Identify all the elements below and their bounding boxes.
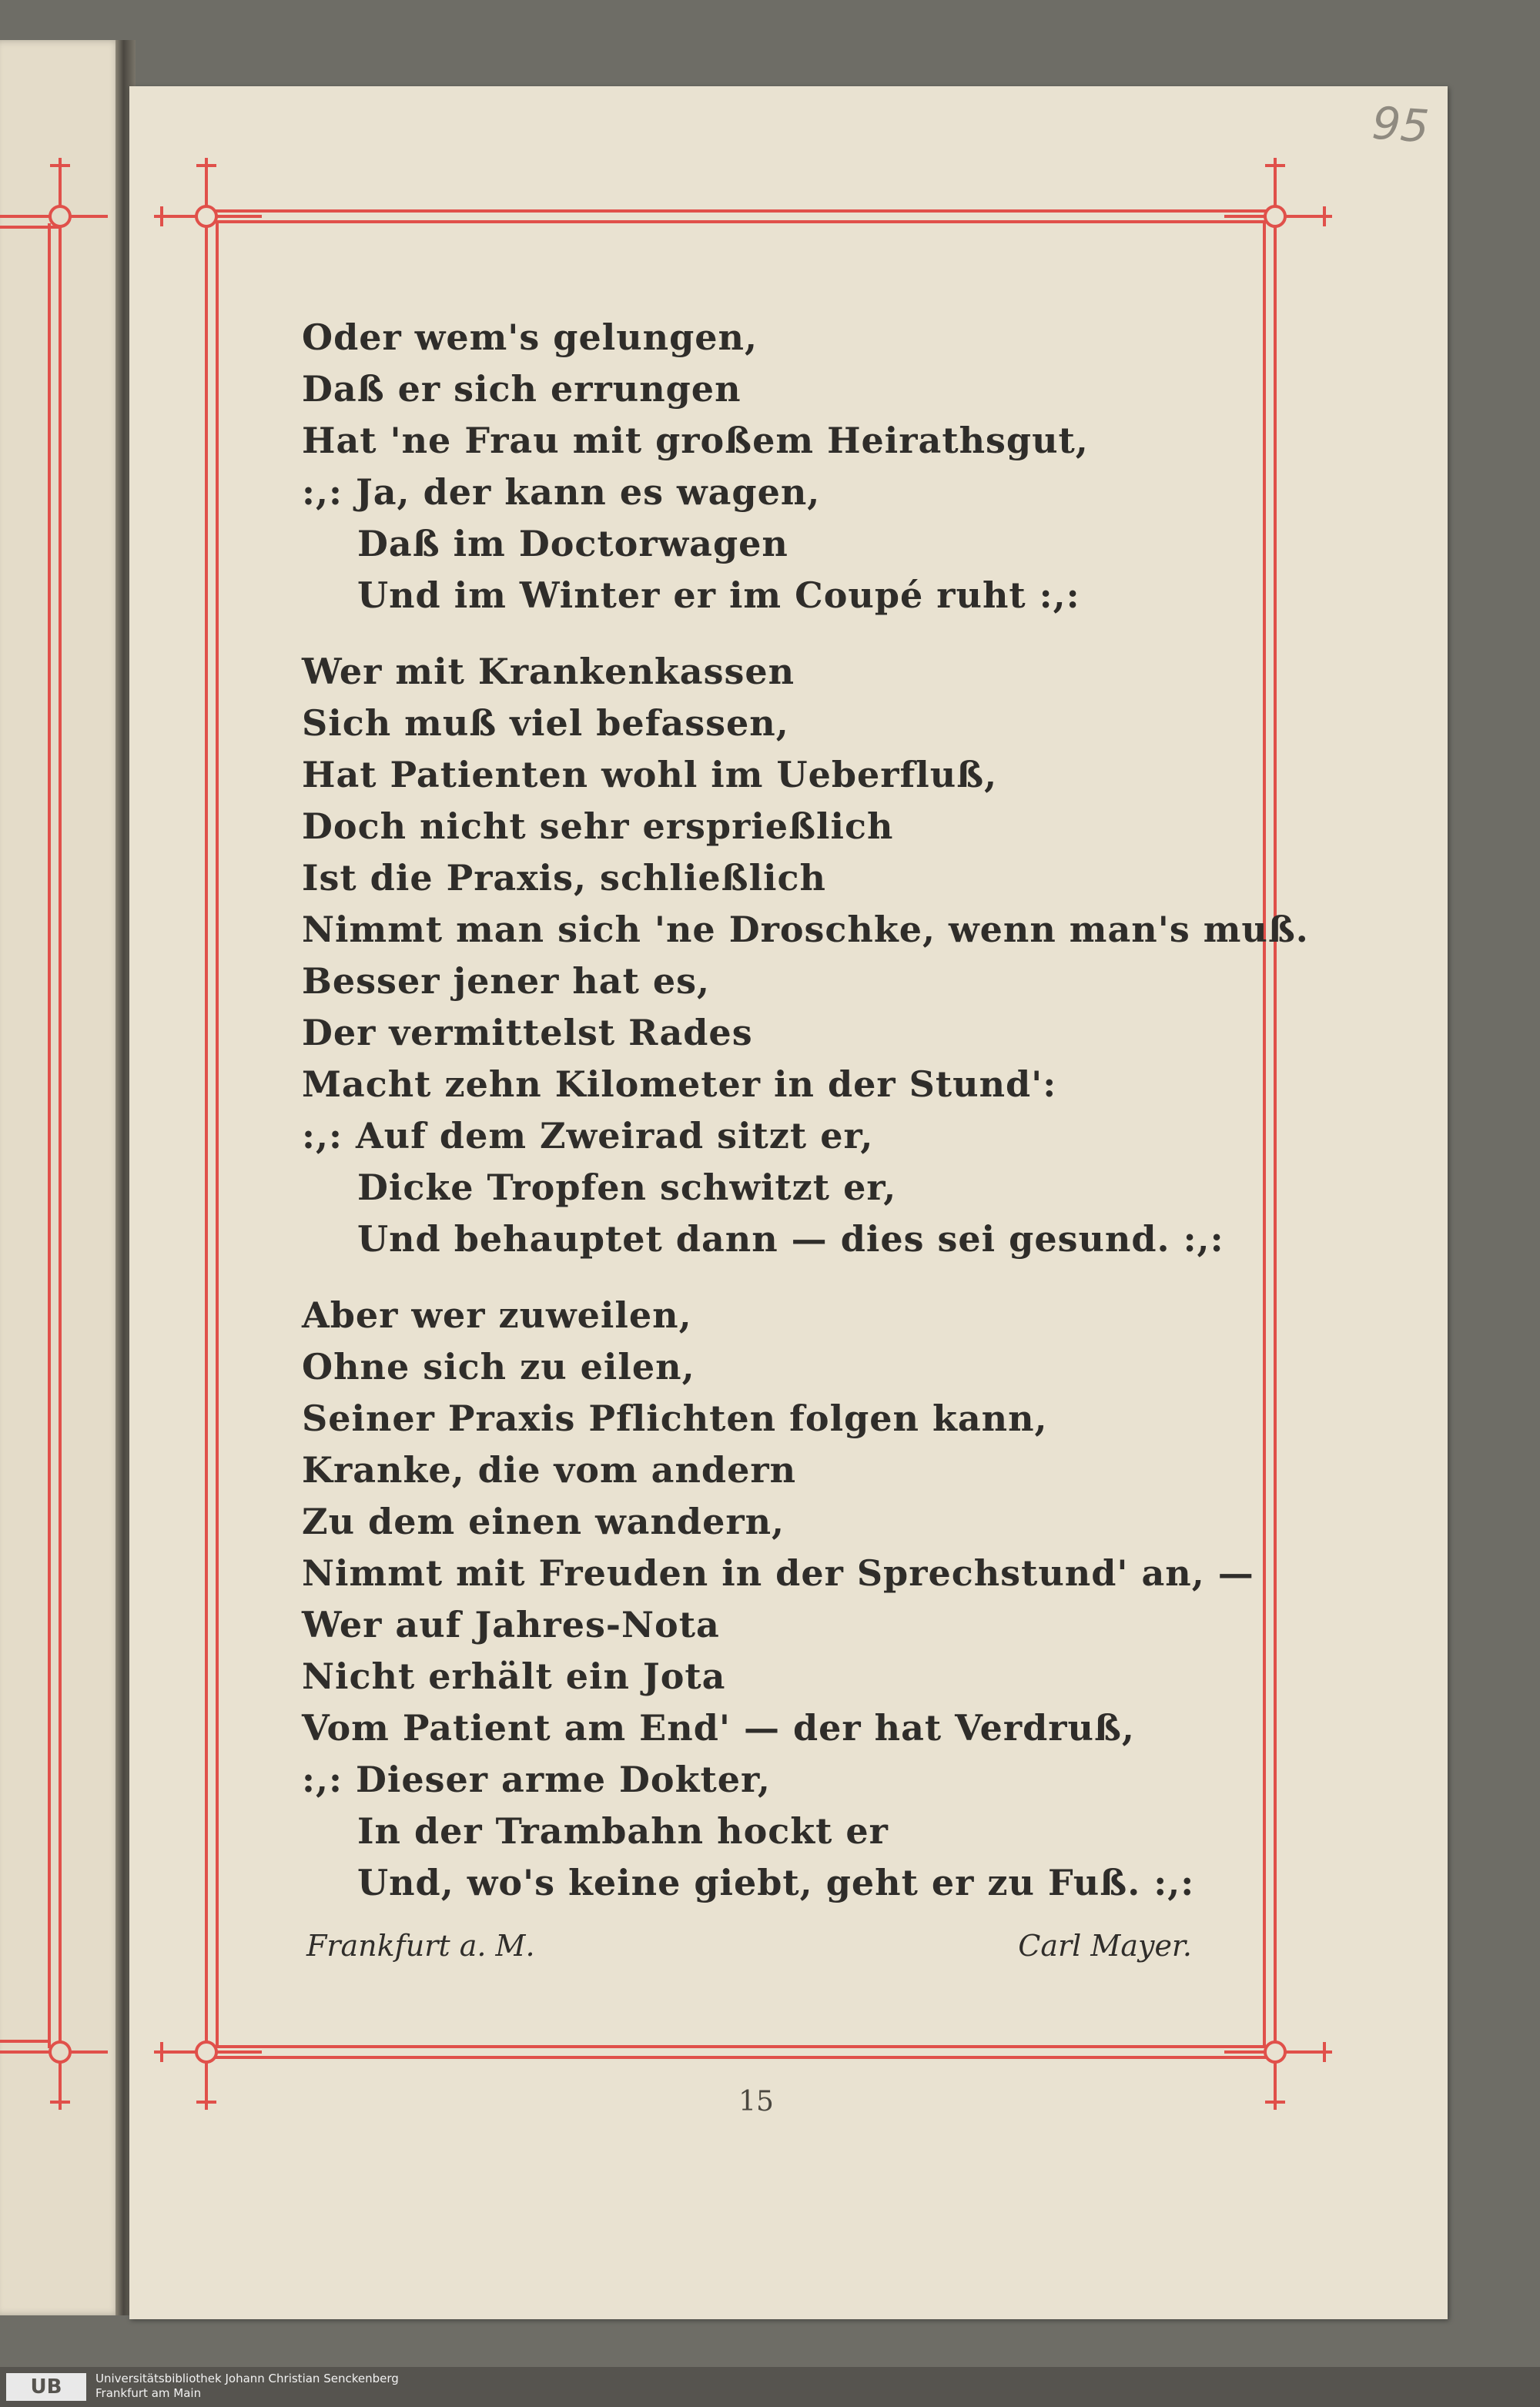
- poem-line: Macht zehn Kilometer in der Stund':: [302, 1063, 1057, 1105]
- poem-line: Kranke, die vom andern: [302, 1449, 797, 1491]
- poem-line: Oder wem's gelungen,: [302, 316, 758, 358]
- signature-author: Carl Mayer.: [1018, 1929, 1192, 1963]
- poem-line: Nimmt mit Freuden in der Sprechstund' an, —: [302, 1552, 1254, 1594]
- stanza-gap: [302, 621, 1226, 646]
- poem-line: Hat Patienten wohl im Ueberfluß,: [302, 754, 998, 795]
- poem-line: Und behauptet dann — dies sei gesund. :,:: [357, 1218, 1224, 1260]
- poem-line: Seiner Praxis Pflichten folgen kann,: [302, 1398, 1048, 1439]
- poem-line: Wer auf Jahres-Nota: [302, 1604, 720, 1645]
- poem-line: Sich muß viel befassen,: [302, 702, 789, 744]
- poem-line: Nicht erhält ein Jota: [302, 1655, 726, 1697]
- poem-line: Ohne sich zu eilen,: [302, 1346, 695, 1388]
- institution-line-1: Universitätsbibliothek Johann Christian Senckenberg: [95, 2372, 399, 2385]
- institution-line-2: Frankfurt am Main: [95, 2386, 202, 2400]
- folio-mark: 95: [1370, 96, 1431, 153]
- previous-page-edge: [0, 40, 122, 2315]
- poem-line: In der Trambahn hockt er: [357, 1810, 889, 1852]
- institution-credit: [95, 2372, 399, 2401]
- signature-place: Frankfurt a. M.: [306, 1929, 535, 1963]
- poem-text: [302, 312, 1309, 1909]
- ub-logo: UB: [6, 2373, 86, 2401]
- poem-line: Wer mit Krankenkassen: [302, 651, 795, 692]
- poem-line: Und, wo's keine giebt, geht er zu Fuß. :,:: [357, 1862, 1195, 1903]
- poem-line: Und im Winter er im Coupé ruht :,:: [357, 574, 1080, 616]
- poem-line: Zu dem einen wandern,: [302, 1501, 785, 1542]
- poem-line: Daß im Doctorwagen: [357, 523, 788, 564]
- stanza-gap: [302, 1265, 1226, 1290]
- page-number: 15: [738, 2086, 774, 2117]
- poem-line: Aber wer zuweilen,: [302, 1294, 692, 1336]
- poem-line: Doch nicht sehr ersprießlich: [302, 805, 894, 847]
- library-footer-bar: [0, 2367, 1540, 2407]
- poem-line: Besser jener hat es,: [302, 960, 711, 1002]
- poem-line: Dicke Tropfen schwitzt er,: [357, 1167, 897, 1208]
- poem-line: Ist die Praxis, schließlich: [302, 857, 826, 899]
- poem-line: Nimmt man sich 'ne Droschke, wenn man's muß.: [302, 909, 1309, 950]
- poem-line: Vom Patient am End' — der hat Verdruß,: [302, 1707, 1135, 1749]
- poem-line: Hat 'ne Frau mit großem Heirathsgut,: [302, 420, 1089, 461]
- poem-line: Daß er sich errungen: [302, 368, 742, 410]
- poem-line: Der vermittelst Rades: [302, 1012, 753, 1053]
- poem-line: :,: Ja, der kann es wagen,: [302, 471, 821, 513]
- poem-line: :,: Auf dem Zweirad sitzt er,: [302, 1115, 874, 1157]
- poem-line: :,: Dieser arme Dokter,: [302, 1759, 771, 1800]
